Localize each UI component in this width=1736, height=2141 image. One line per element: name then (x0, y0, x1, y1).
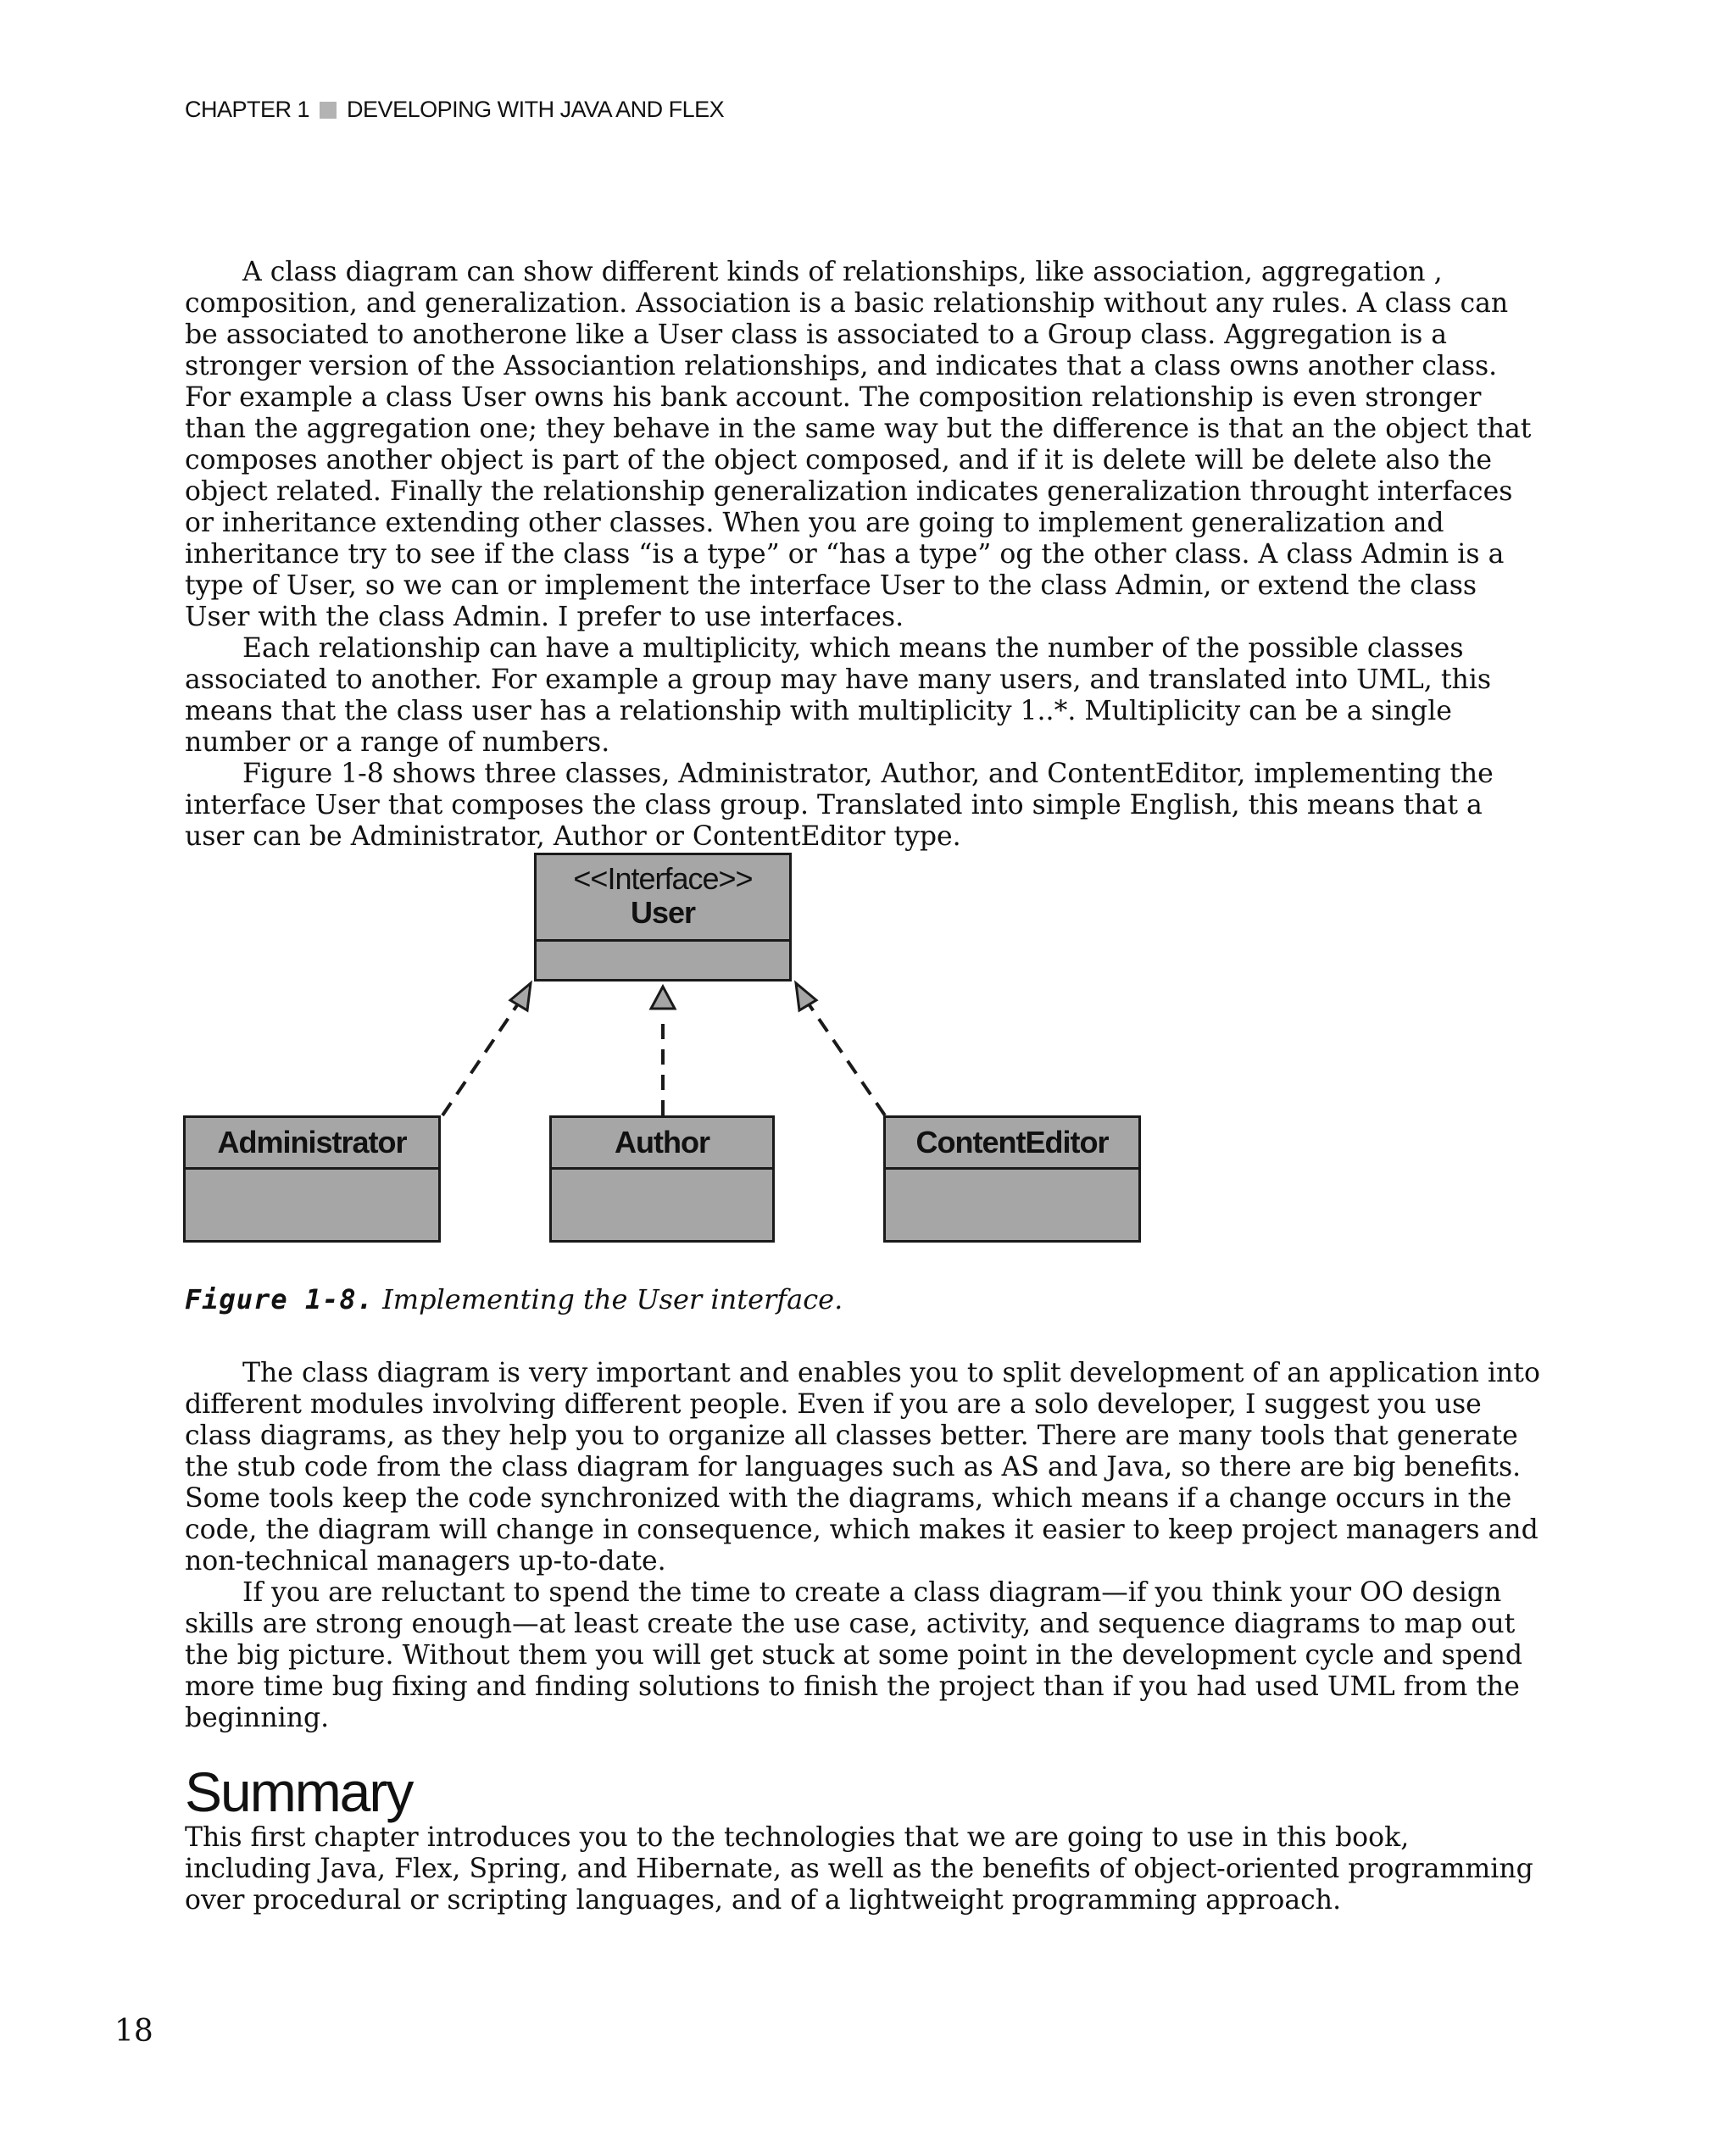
arrowhead-author (651, 987, 675, 1009)
arrowhead-contenteditor (796, 983, 816, 1010)
class-box-author (549, 1115, 775, 1243)
paragraph: This first chapter introduces you to the technologies that we are going to use in this book, including Java, Flex, Spring, and Hibernate, as well as the benefits of object-oriented programming over procedural or scripting languages, and of a lightweight programming approach. (185, 1822, 1533, 1916)
interface-stereotype: <<Interface>> (573, 861, 753, 896)
page-number: 18 (114, 2014, 153, 2049)
paragraph: A class diagram can show different kinds of relationships, like association, aggregation , composition, and generalization. Association is a basic relationship without any rules. A class can be associated to anotherone like a User class is associated to a Group class. Aggregation is a stronger version of the Associantion relationships, and indicates that a class owns another class. For example a class User owns his bank account. The composition relationship is even stronger than the aggregation one; they behave in the same way but the difference is that an the object that composes another object is part of the object composed, and if it is delete will be delete also the object related. Finally the relationship generalization indicates generalization throught interfaces or inheritance extending other classes. When you are going to implement generalization and inheritance try to see if the class “is a type” or “has a type” og the other class. A class Admin is a type of User, so we can or implement the interface User to the class Admin, or extend the class User with the class Admin. I prefer to use interfaces. (185, 257, 1532, 632)
chapter-title: DEVELOPING WITH JAVA AND FLEX (347, 97, 725, 122)
interface-user-box (534, 853, 792, 982)
class-box-administrator (183, 1115, 441, 1243)
class-name: Administrator (186, 1118, 438, 1170)
square-bullet-icon (320, 102, 337, 119)
realization-line-contenteditor (810, 1005, 885, 1115)
paragraph: If you are reluctant to spend the time to create a class diagram—if you think your OO design skills are strong enough—at least create the use case, activity, and sequence diagrams to map out the big picture. Without them you will get stuck at some point in the development cycle and spend more time bug fixing and finding solutions to finish the project than if you had used UML from the beginning. (185, 1577, 1523, 1733)
class-box-contenteditor (883, 1115, 1141, 1243)
interface-name: User (630, 895, 696, 930)
paragraph: The class diagram is very important and enables you to split development of an application into different modules involving different people. Even if you are a solo developer, I suggest you use class diagrams, as they help you to organize all classes better. There are many tools that generate the stub code from the class diagram for languages such as AS and Java, so there are big benefits. Some tools keep the code synchronized with the diagrams, which means if a change occurs in the code, the diagram will change in consequence, which makes it easier to keep project managers and non-technical managers up-to-date. (185, 1358, 1540, 1577)
class-name: ContentEditor (886, 1118, 1138, 1170)
arrowhead-administrator (510, 983, 531, 1010)
running-header (185, 97, 724, 123)
figure-label: Figure 1-8. (185, 1283, 374, 1315)
figure-caption-text: Implementing the User interface. (382, 1283, 843, 1315)
realization-line-administrator (442, 1005, 517, 1115)
chapter-label: CHAPTER 1 (185, 97, 310, 122)
body-text-middle (185, 1358, 1541, 1734)
figure-caption (185, 1283, 843, 1315)
body-text-top (185, 257, 1541, 853)
class-name: Author (552, 1118, 772, 1170)
summary-text (185, 1822, 1541, 1916)
paragraph: Each relationship can have a multiplicity, which means the number of the possible classes associated to another. For example a group may have many users, and translated into UML, this means that the class user has a relationship with multiplicity 1..*. Multiplicity can be a single number or a range of numbers. (185, 633, 1492, 758)
paragraph: Figure 1-8 shows three classes, Administrator, Author, and ContentEditor, implementing the interface User that composes the class group. Translated into simple English, this means that a user can be Administrator, Author or ContentEditor type. (185, 759, 1494, 852)
section-heading: Summary (185, 1760, 413, 1823)
interface-header (537, 855, 789, 942)
